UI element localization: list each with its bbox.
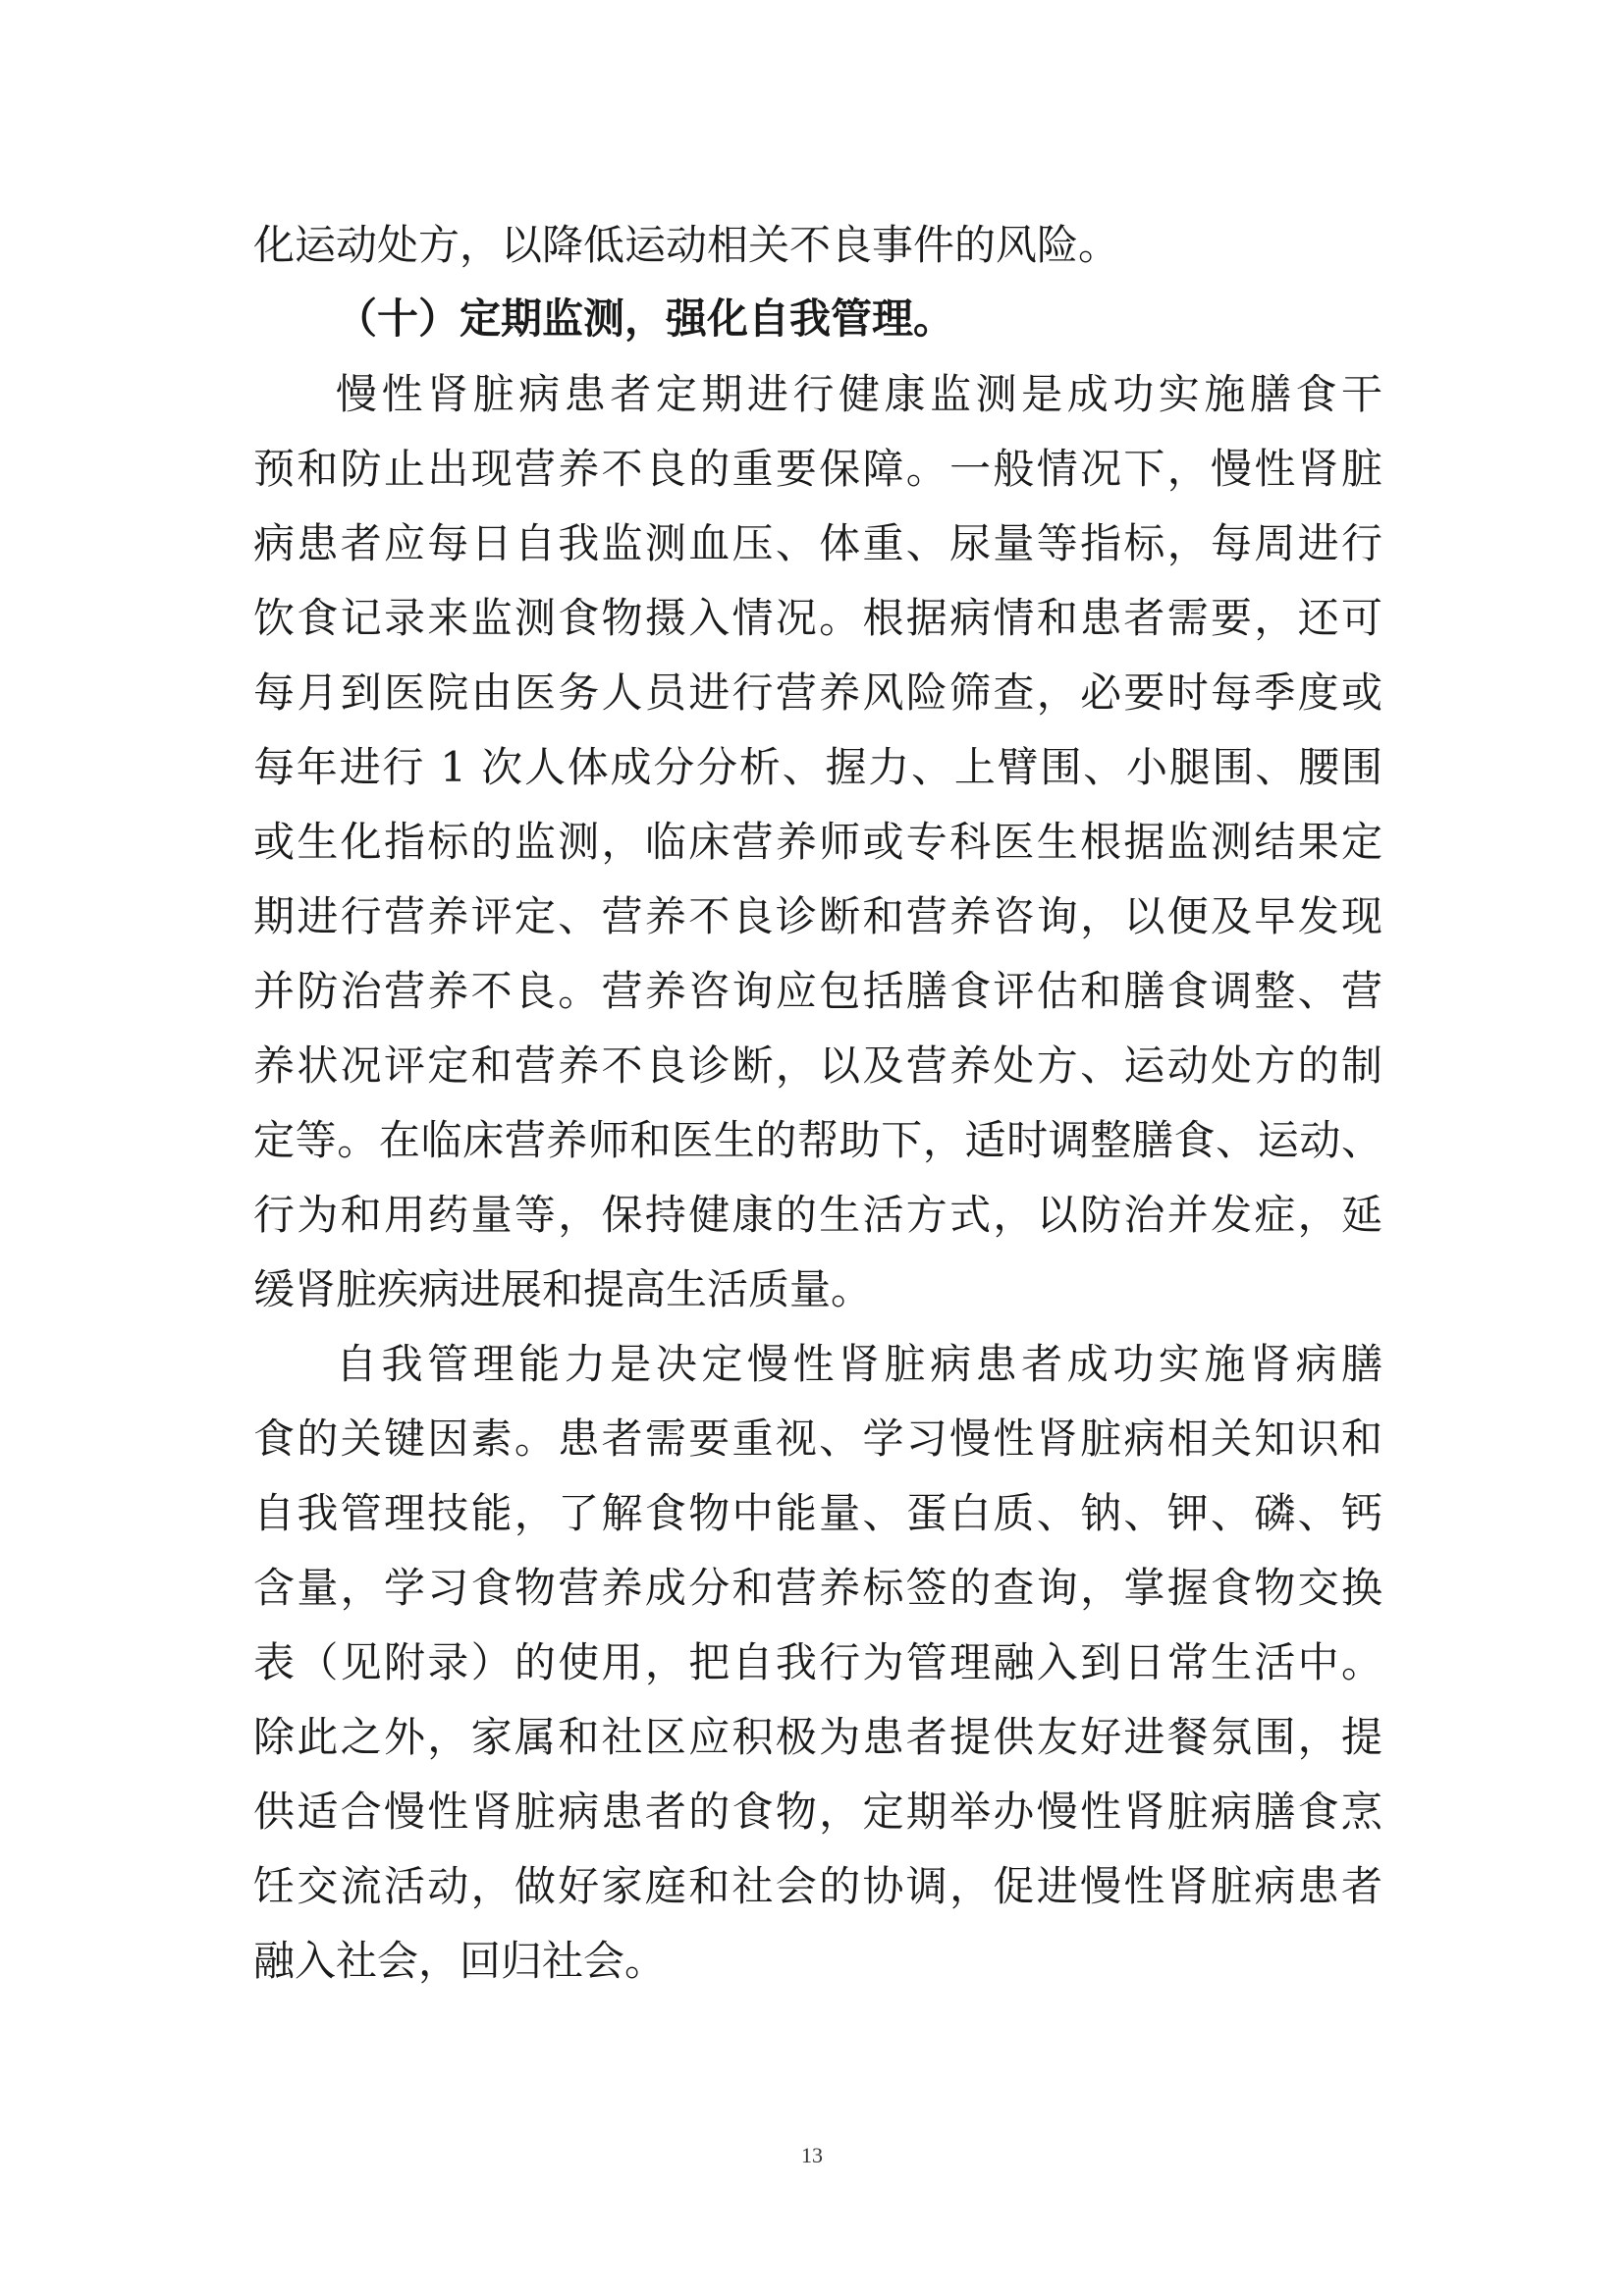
paragraph-line: 病患者应每日自我监测血压、体重、尿量等指标，每周进行 (253, 519, 1382, 567)
paragraph-line: 每月到医院由医务人员进行营养风险筛查，必要时每季度或 (253, 668, 1382, 717)
paragraph-line: 饮食记录来监测食物摄入情况。根据病情和患者需要，还可 (253, 594, 1382, 642)
paragraph-line: 慢性肾脏病患者定期进行健康监测是成功实施膳食干 (336, 370, 1382, 418)
paragraph-line: 饪交流活动，做好家庭和社会的协调，促进慢性肾脏病患者 (253, 1862, 1382, 1910)
paragraph-line: 融入社会，回归社会。 (253, 1937, 667, 1985)
paragraph-line: 食的关键因素。患者需要重视、学习慢性肾脏病相关知识和 (253, 1415, 1382, 1463)
paragraph-line: 或生化指标的监测，临床营养师或专科医生根据监测结果定 (253, 818, 1382, 866)
paragraph-line: 自我管理技能，了解食物中能量、蛋白质、钠、钾、磷、钙 (253, 1489, 1382, 1537)
paragraph-line: 缓肾脏疾病进展和提高生活质量。 (253, 1265, 873, 1313)
paragraph-line: 除此之外，家属和社区应积极为患者提供友好进餐氛围，提 (253, 1713, 1382, 1761)
paragraph-line: 含量，学习食物营养成分和营养标签的查询，掌握食物交换 (253, 1564, 1382, 1612)
intro-line: 化运动处方，以降低运动相关不良事件的风险。 (253, 221, 1120, 269)
paragraph-line: 自我管理能力是决定慢性肾脏病患者成功实施肾病膳 (336, 1340, 1382, 1388)
paragraph-line: 并防治营养不良。营养咨询应包括膳食评估和膳食调整、营 (253, 967, 1382, 1015)
paragraph-line: 行为和用药量等，保持健康的生活方式，以防治并发症，延 (253, 1191, 1382, 1239)
section-heading: （十）定期监测，强化自我管理。 (336, 294, 955, 343)
paragraph-line: 表（见附录）的使用，把自我行为管理融入到日常生活中。 (253, 1638, 1382, 1686)
paragraph-line: 养状况评定和营养不良诊断，以及营养处方、运动处方的制 (253, 1041, 1382, 1090)
paragraph-line: 每年进行 1 次人体成分分析、握力、上臂围、小腿围、腰围 (253, 743, 1382, 791)
paragraph-line: 预和防止出现营养不良的重要保障。一般情况下，慢性肾脏 (253, 445, 1382, 493)
paragraph-line: 定等。在临床营养师和医生的帮助下，适时调整膳食、运动、 (253, 1116, 1382, 1164)
page-number: 13 (801, 2143, 823, 2167)
paragraph-line: 供适合慢性肾脏病患者的食物，定期举办慢性肾脏病膳食烹 (253, 1788, 1382, 1836)
paragraph-line: 期进行营养评定、营养不良诊断和营养咨询，以便及早发现 (253, 892, 1382, 940)
